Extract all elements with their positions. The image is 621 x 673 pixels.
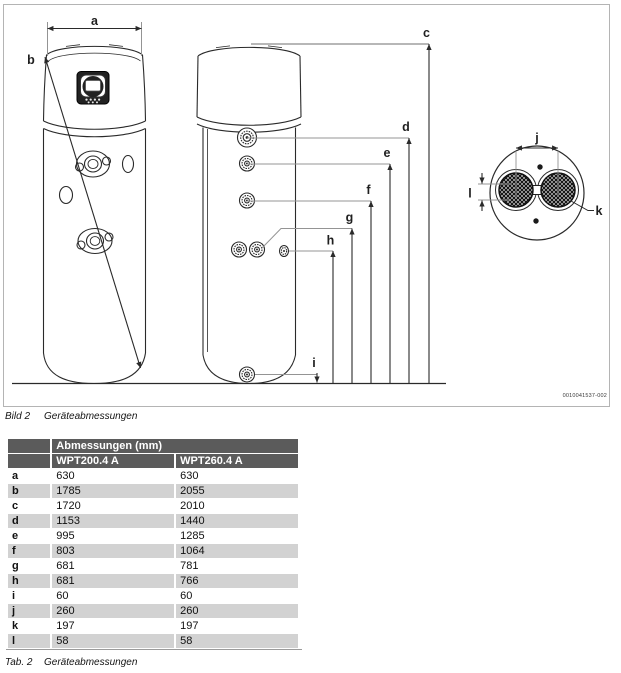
cell-wpt200: 803	[52, 544, 174, 558]
cell-wpt260: 1064	[176, 544, 298, 558]
cell-wpt200: 681	[52, 574, 174, 588]
cell-wpt200: 58	[52, 634, 174, 648]
header-corner-cell	[8, 454, 50, 468]
dim-label-l: l	[468, 186, 472, 201]
header-group-cell: Abmessungen (mm)	[52, 439, 298, 453]
table-row	[8, 469, 298, 483]
cell-wpt260: 781	[180, 560, 199, 572]
cell-wpt260: 1285	[180, 530, 205, 542]
table-row	[8, 559, 298, 573]
cell-label: d	[8, 514, 50, 528]
cell-wpt200: 1785	[52, 484, 174, 498]
table-caption	[5, 657, 137, 668]
dimensions-table	[6, 438, 300, 649]
cell-wpt200: 1720	[56, 500, 81, 512]
cell-wpt260: 630	[180, 470, 199, 482]
table-row	[8, 589, 298, 603]
cell-wpt260: 260	[176, 604, 298, 618]
table-row	[8, 499, 298, 513]
table-row	[8, 634, 298, 648]
header-corner-cell	[8, 439, 50, 453]
dim-label-h: h	[326, 233, 335, 248]
dim-label-g: g	[345, 210, 354, 225]
header-col-wpt260: WPT260.4 A	[176, 454, 298, 468]
cell-label: j	[8, 604, 50, 618]
dim-label-f: f	[366, 183, 371, 197]
table-caption-label: Tab. 2	[5, 657, 33, 668]
dim-label-j: j	[535, 131, 539, 145]
figure-caption-text: Geräteabmessungen	[44, 411, 138, 422]
dim-label-e: e	[383, 146, 391, 160]
table-row	[8, 484, 298, 498]
cell-label: e	[12, 530, 19, 542]
table-row	[8, 544, 298, 558]
figure-caption-label: Bild 2	[5, 411, 31, 422]
cell-wpt260: 60	[180, 590, 193, 602]
table-row	[8, 574, 298, 588]
dimensions-table-wrap	[6, 438, 302, 650]
cell-wpt260: 766	[176, 574, 298, 588]
table-row	[8, 529, 298, 543]
table-row	[8, 514, 298, 528]
header-col-wpt200: WPT200.4 A	[52, 454, 174, 468]
dim-label-c: c	[423, 26, 430, 40]
cell-wpt260: 1440	[176, 514, 298, 528]
table-header-group-row	[8, 439, 298, 453]
cell-wpt260: 58	[176, 634, 298, 648]
drawing-id-number: 0010041537-002	[562, 393, 607, 399]
table-row	[8, 604, 298, 618]
cell-label: g	[12, 560, 19, 572]
figure-caption	[5, 411, 137, 422]
cell-label: k	[12, 620, 19, 632]
table-caption-text: Geräteabmessungen	[44, 657, 138, 668]
cell-wpt200: 995	[56, 530, 75, 542]
cell-label: f	[8, 544, 50, 558]
cell-wpt260: 2055	[176, 484, 298, 498]
cell-wpt200: 1153	[52, 514, 174, 528]
cell-wpt200: 197	[56, 620, 75, 632]
dim-label-k: k	[595, 204, 603, 218]
cell-wpt200: 260	[52, 604, 174, 618]
dim-label-b: b	[27, 53, 35, 67]
cell-label: h	[8, 574, 50, 588]
cell-wpt260: 2010	[180, 500, 205, 512]
dim-label-d: d	[402, 120, 410, 134]
cell-wpt200: 630	[56, 470, 75, 482]
cell-label: i	[12, 590, 16, 602]
dim-label-a: a	[91, 14, 98, 28]
dim-label-i: i	[312, 356, 316, 370]
control-display	[77, 72, 109, 105]
table-header-columns-row	[8, 454, 298, 468]
cell-wpt200: 681	[56, 560, 75, 572]
table-row	[8, 619, 298, 633]
cell-label: c	[12, 500, 19, 512]
cell-label: l	[8, 634, 50, 648]
cell-wpt200: 60	[56, 590, 69, 602]
cell-label: a	[12, 470, 19, 482]
cell-wpt260: 197	[180, 620, 199, 632]
cell-label: b	[8, 484, 50, 498]
